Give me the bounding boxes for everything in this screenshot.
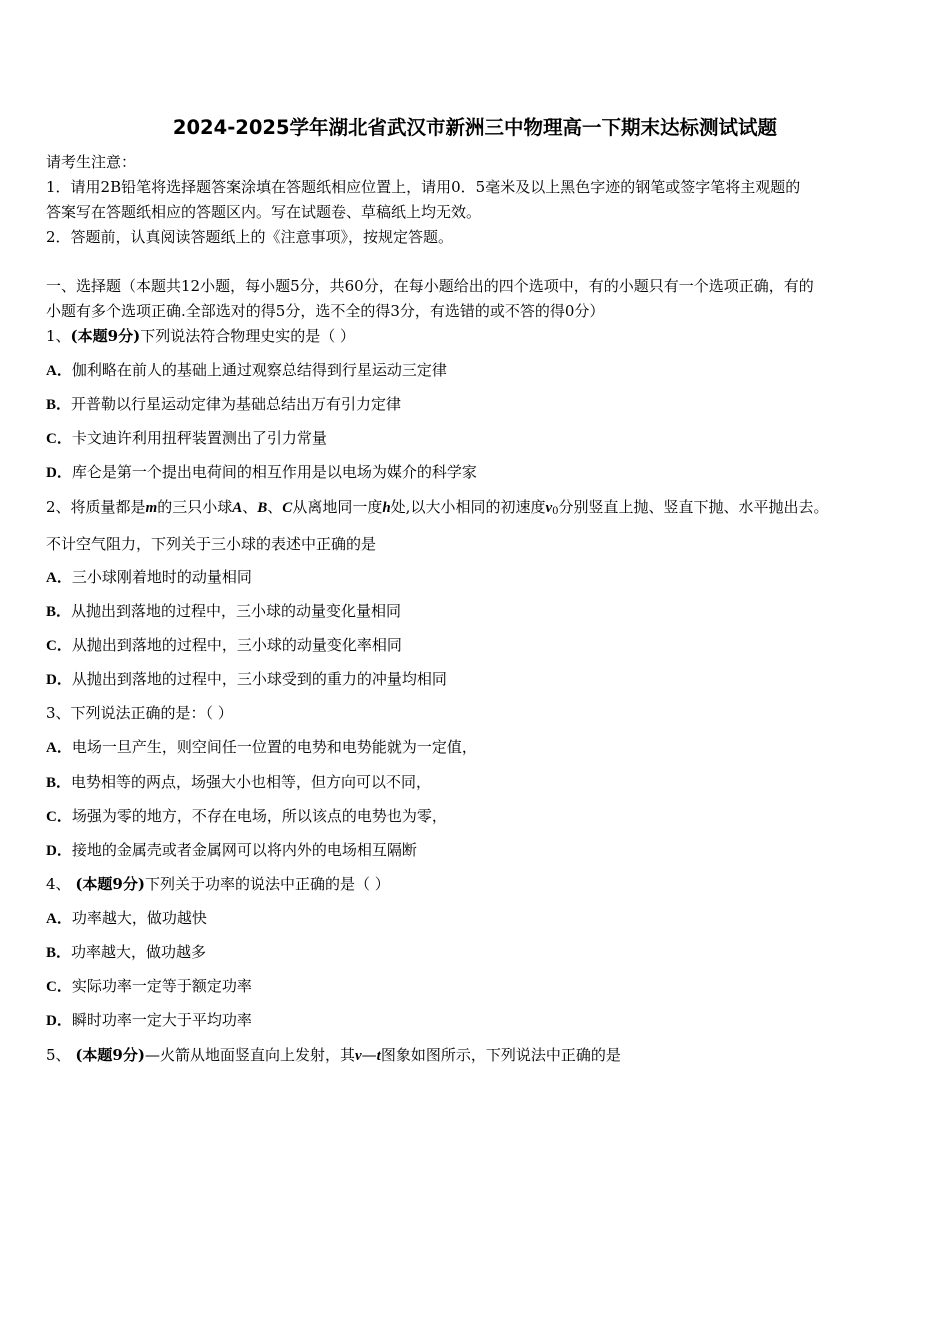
option-text: 功率越大，做功越快 xyxy=(71,909,207,927)
question-4-stem xyxy=(46,874,390,894)
question-4-option-a xyxy=(46,908,207,929)
question-4-option-d xyxy=(46,1010,252,1031)
option-text: 从抛出到落地的过程中，三小球的动量变化量相同 xyxy=(71,602,402,620)
option-letter: C． xyxy=(46,809,72,825)
question-3-option-d xyxy=(46,840,417,861)
option-letter: A． xyxy=(46,570,72,586)
exam-title: 2024-2025学年湖北省武汉市新洲三中物理高一下期末达标测试试题 xyxy=(172,116,778,139)
question-1-number: 1、 xyxy=(46,327,71,345)
question-1-option-b xyxy=(46,394,401,415)
separator: 、 xyxy=(267,498,283,516)
question-2-text-part: 分别竖直上抛、竖直下抛、水平抛出去。 xyxy=(558,498,829,516)
option-text: 瞬时功率一定大于平均功率 xyxy=(71,1011,252,1029)
question-3-option-a xyxy=(46,737,477,758)
symbol-a: A xyxy=(232,500,243,516)
option-text: 实际功率一定等于额定功率 xyxy=(71,977,252,995)
notice-item-2: 2．答题前，认真阅读答题纸上的《注意事项》，按规定答题。 xyxy=(46,228,454,246)
option-letter: B． xyxy=(46,945,72,961)
option-letter: D． xyxy=(46,672,72,688)
separator: 、 xyxy=(242,498,258,516)
question-4-number: 4、 xyxy=(46,875,76,893)
notice-item-1-line-2: 答案写在答题纸相应的答题区内。写在试题卷、草稿纸上均无效。 xyxy=(46,203,482,221)
symbol-c: C xyxy=(282,500,293,516)
option-letter: D． xyxy=(46,465,72,481)
section-instructions-line-1: 一、选择题（本题共12小题，每小题5分，共60分，在每小题给出的四个选项中，有的小题只有一个选项正确，有的 xyxy=(46,277,814,295)
question-5-text-part: 图象如图所示，下列说法中正确的是 xyxy=(380,1046,621,1064)
section-instructions-line-2: 小题有多个选项正确.全部选对的得5分，选不全的得3分，有选错的或不答的得0分） xyxy=(46,302,605,320)
question-2-stem-line-1 xyxy=(46,497,829,522)
option-text: 库仑是第一个提出电荷间的相互作用是以电场为媒介的科学家 xyxy=(71,463,477,481)
question-2-text-part: 的三只小球 xyxy=(157,498,233,516)
symbol-v: v xyxy=(545,500,553,516)
option-text: 电势相等的两点，场强大小也相等，但方向可以不同， xyxy=(71,773,432,791)
symbol-m: m xyxy=(145,500,158,516)
option-letter: A． xyxy=(46,911,72,927)
option-letter: D． xyxy=(46,1013,72,1029)
notice-item-1-line-1: 1．请用2B铅笔将选择题答案涂填在答题纸相应位置上，请用0．5毫米及以上黑色字迹的钢笔或签字笔将主观题的 xyxy=(46,178,801,196)
option-letter: A． xyxy=(46,363,72,379)
symbol-h: h xyxy=(382,500,391,516)
question-2-option-d xyxy=(46,669,447,690)
option-text: 卡文迪许利用扭秤装置测出了引力常量 xyxy=(71,429,327,447)
symbol-v: v xyxy=(354,1048,362,1064)
question-4-option-c xyxy=(46,976,252,997)
question-3-stem: 3、下列说法正确的是：（ ） xyxy=(46,704,233,722)
question-1-option-d xyxy=(46,462,477,483)
option-letter: C． xyxy=(46,979,72,995)
option-letter: A． xyxy=(46,740,72,756)
option-text: 场强为零的地方，不存在电场，所以该点的电势也为零， xyxy=(71,807,447,825)
option-text: 电场一旦产生，则空间任一位置的电势和电势能就为一定值， xyxy=(71,738,477,756)
question-4-option-b xyxy=(46,942,206,963)
question-1-option-a xyxy=(46,360,447,381)
question-1-option-c xyxy=(46,428,327,449)
question-5-stem xyxy=(46,1045,621,1066)
option-letter: B． xyxy=(46,397,72,413)
question-1-stem xyxy=(46,326,355,346)
option-text: 开普勒以行星运动定律为基础总结出万有引力定律 xyxy=(71,395,402,413)
question-1-text: 下列说法符合物理史实的是（ ） xyxy=(140,327,355,345)
option-text: 三小球刚着地时的动量相同 xyxy=(71,568,252,586)
question-2-option-c xyxy=(46,635,402,656)
option-letter: D． xyxy=(46,843,72,859)
question-5-score: (本题9分) xyxy=(75,1046,145,1064)
option-text: 从抛出到落地的过程中，三小球受到的重力的冲量均相同 xyxy=(71,670,447,688)
notice-heading: 请考生注意： xyxy=(46,153,137,171)
option-letter: C． xyxy=(46,638,72,654)
question-5-text-part: —火箭从地面竖直向上发射，其 xyxy=(144,1046,355,1064)
option-letter: B． xyxy=(46,775,72,791)
question-4-text: 下列关于功率的说法中正确的是（ ） xyxy=(144,875,390,893)
question-2-stem-line-2: 不计空气阻力，下列关于三小球的表述中正确的是 xyxy=(46,535,377,553)
question-2-text-part: 从离地同一度 xyxy=(292,498,383,516)
question-2-option-b xyxy=(46,601,401,622)
question-2-text-part: 2、将质量都是 xyxy=(46,498,146,516)
question-2-text-part: 处,以大小相同的初速度 xyxy=(390,498,546,516)
symbol-b: B xyxy=(257,500,268,516)
option-text: 伽利略在前人的基础上通过观察总结得到行星运动三定律 xyxy=(71,361,447,379)
option-text: 接地的金属壳或者金属网可以将内外的电场相互隔断 xyxy=(71,841,417,859)
question-5-number: 5、 xyxy=(46,1046,76,1064)
question-3-option-b xyxy=(46,772,431,793)
question-2-option-a xyxy=(46,567,252,588)
option-text: 从抛出到落地的过程中，三小球的动量变化率相同 xyxy=(71,636,402,654)
question-1-score: (本题9分) xyxy=(70,327,141,345)
question-4-score: (本题9分) xyxy=(75,875,145,893)
question-3-option-c xyxy=(46,806,447,827)
option-text: 功率越大，做功越多 xyxy=(71,943,207,961)
option-letter: C． xyxy=(46,431,72,447)
symbol-t: t xyxy=(376,1048,381,1064)
symbol-v-subscript: 0 xyxy=(552,506,559,517)
dash: — xyxy=(361,1046,377,1064)
option-letter: B． xyxy=(46,604,72,620)
